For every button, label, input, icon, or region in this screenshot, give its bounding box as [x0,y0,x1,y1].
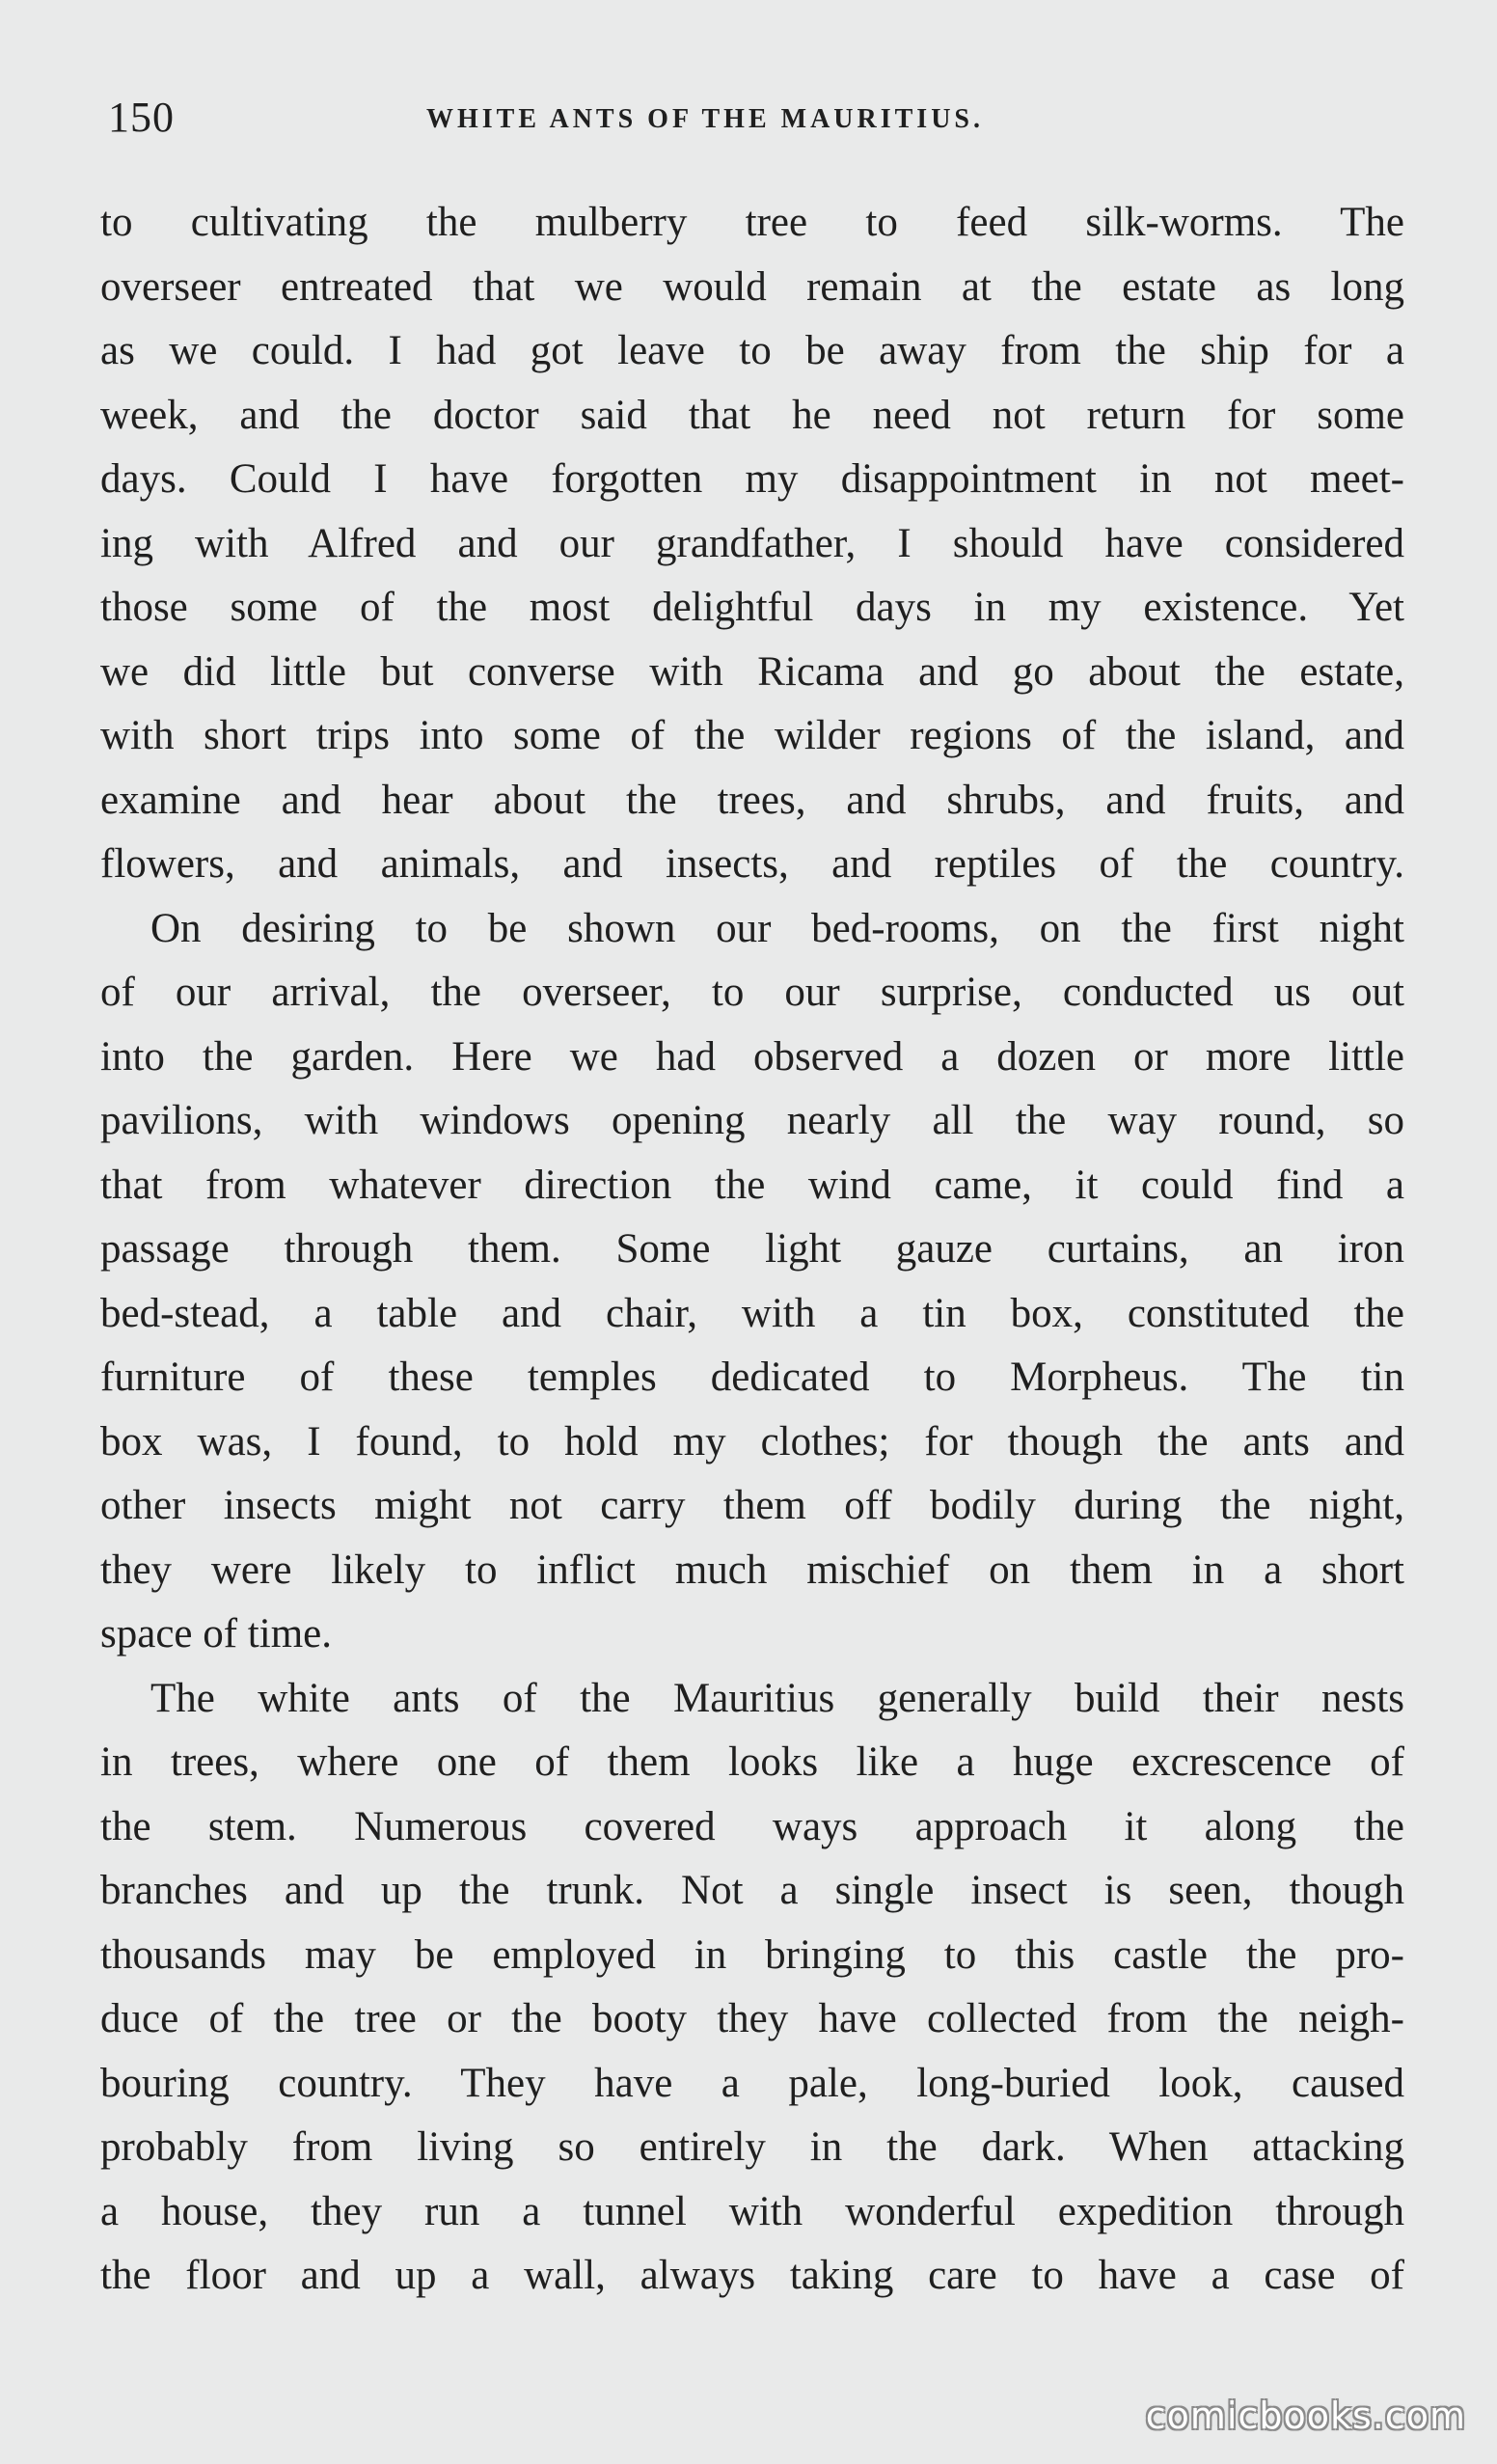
text-line: we did little but converse with Ricama and go about the estate, [100,648,1404,695]
text-line: examine and hear about the trees, and shrubs, and fruits, and [100,777,1404,823]
text-line: pavilions, with windows opening nearly all the way round, so [100,1098,1404,1143]
text-line: box was, I found, to hold my clothes; for though the ants and [100,1418,1404,1465]
page-number: 150 [108,94,175,141]
watermark: comicbooks.com [1145,2395,1466,2437]
text-line: furniture of these temples dedicated to Morpheus. The tin [100,1355,1404,1400]
text-line: into the garden. Here we had observed a dozen or more little [100,1033,1404,1080]
text-line: in trees, where one of them looks like a huge excrescence of [100,1739,1404,1785]
text-line: other insects might not carry them off bodily during the night, [100,1483,1404,1528]
text-line: thousands may be employed in bringing to this castle the pro- [100,1931,1404,1978]
text-line: as we could. I had got leave to be away from the ship for a [100,328,1404,373]
text-line: passage through them. Some light gauze curtains, an iron [100,1226,1404,1272]
text-line: the floor and up a wall, always taking care to have a case of [100,2253,1404,2298]
text-line: those some of the most delightful days in my existence. Yet [100,585,1404,630]
text-line: On desiring to be shown our bed-rooms, on the first night [150,905,1404,951]
text-line: to cultivating the mulberry tree to feed silk-worms. The [100,200,1404,245]
text-line: duce of the tree or the booty they have collected from the neigh- [100,1996,1404,2041]
text-line: overseer entreated that we would remain at the estate as long [100,263,1404,310]
text-line: probably from living so entirely in the dark. When attacking [100,2124,1404,2170]
page-header [108,89,1401,147]
text-line: bed-stead, a table and chair, with a tin box, constituted the [100,1290,1404,1336]
text-line: with short trips into some of the wilder regions of the island, and [100,713,1404,758]
text-line: branches and up the trunk. Not a single insect is seen, though [100,1868,1404,1913]
text-line: week, and the doctor said that he need not return for some [100,392,1404,438]
text-line: they were likely to inflict much mischief on them in a short [100,1547,1404,1593]
text-line: a house, they run a tunnel with wonderful expedition through [100,2188,1404,2234]
text-line: space of time. [100,1611,332,1656]
text-line: flowers, and animals, and insects, and reptiles of the country. [100,841,1404,887]
text-line: days. Could I have forgotten my disappointment in not meet- [100,456,1404,502]
body-text [100,191,1404,2309]
text-line: The white ants of the Mauritius generally build their nests [150,1675,1404,1721]
text-line: ing with Alfred and our grandfather, I should have considered [100,520,1404,566]
text-line: bouring country. They have a pale, long-buried look, caused [100,2060,1404,2106]
text-line: that from whatever direction the wind came, it could find a [100,1162,1404,1208]
text-line: the stem. Numerous covered ways approach it along the [100,1803,1404,1849]
running-head: WHITE ANTS OF THE MAURITIUS. [426,104,984,134]
text-line: of our arrival, the overseer, to our surprise, conducted us out [100,970,1404,1015]
